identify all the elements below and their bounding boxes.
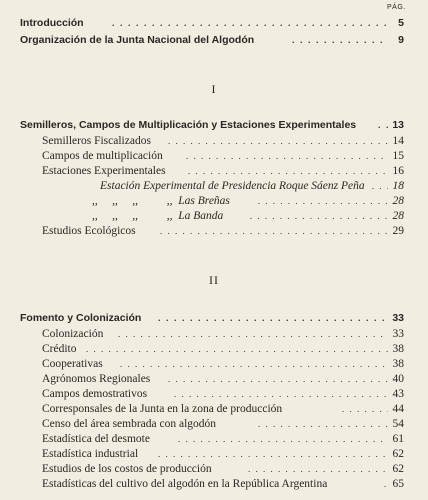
toc-entry-censo: [0, 417, 428, 431]
entry-title: Introducción: [20, 17, 84, 29]
toc-entry-las-brenas: [0, 194, 428, 208]
section-numeral-ii: II: [209, 273, 219, 287]
toc-entry-cooperativas: [0, 357, 428, 371]
entry-page: 16: [392, 165, 404, 177]
entry-title: Organización de la Junta Nacional del Algodón: [20, 34, 255, 46]
entry-title: Cooperativas: [42, 358, 103, 370]
entry-page: 9: [398, 34, 404, 46]
dot-leader: [158, 311, 388, 325]
toc-entry-campos-multiplicacion: [0, 149, 428, 163]
dot-leader: [120, 357, 388, 371]
toc-entry-estadisticas-cultivo: [0, 477, 428, 491]
dot-leader: [118, 327, 388, 341]
entry-page: 62: [392, 463, 404, 475]
entry-title: Corresponsales de la Junta en la zona de producción: [42, 403, 283, 415]
toc-entry-estudios-ecologicos: [0, 224, 428, 238]
dot-leader: [168, 372, 388, 386]
dot-leader: [258, 417, 388, 431]
toc-entry-campos-demostrativos: [0, 387, 428, 401]
dot-leader: [342, 402, 388, 416]
dot-leader: [160, 224, 388, 238]
toc-entry-costos-produccion: [0, 462, 428, 476]
dot-leader: [372, 179, 388, 193]
entry-title: ,, ,, ,, ,, Las Breñas: [92, 195, 230, 207]
entry-page: 5: [398, 17, 404, 29]
section-numeral-i: I: [211, 82, 217, 96]
entry-page: 38: [392, 343, 404, 355]
toc-entry-semilleros-campos: [0, 118, 428, 132]
entry-page: 33: [392, 312, 404, 324]
entry-page: 44: [392, 403, 404, 415]
entry-page: 15: [392, 150, 404, 162]
entry-title: Crédito: [42, 343, 77, 355]
entry-page: 33: [392, 328, 404, 340]
entry-page: 28: [392, 210, 404, 222]
entry-title: Censo del área sembrada con algodón: [42, 418, 217, 430]
entry-title: Fomento y Colonización: [20, 312, 142, 324]
entry-title: Estadísticas del cultivo del algodón en la República Argentina: [42, 478, 328, 490]
toc-entry-estadistica-desmote: [0, 432, 428, 446]
dot-leader: [188, 164, 388, 178]
entry-title: Agrónomos Regionales: [42, 373, 151, 385]
entry-page: 14: [392, 135, 404, 147]
entry-page: 13: [392, 119, 404, 131]
toc-entry-agronomos: [0, 372, 428, 386]
entry-title: Estudios de los costos de producción: [42, 463, 212, 475]
entry-page: 29: [392, 225, 404, 237]
entry-title: Estación Experimental de Presidencia Roque Sáenz Peña: [100, 180, 365, 192]
entry-title: Campos de multiplicación: [42, 150, 163, 162]
dot-leader: [186, 149, 388, 163]
entry-page: 28: [392, 195, 404, 207]
entry-title: Estaciones Experimentales: [42, 165, 166, 177]
entry-page: 38: [392, 358, 404, 370]
toc-entry-semilleros-fiscalizados: [0, 134, 428, 148]
dot-leader: [250, 209, 388, 223]
entry-title: Campos demostrativos: [42, 388, 148, 400]
dot-leader: [292, 33, 388, 47]
entry-title: Estudios Ecológicos: [42, 225, 136, 237]
entry-title: Estadística del desmote: [42, 433, 150, 445]
entry-title: ,, ,, ,, ,, La Banda: [92, 210, 224, 222]
entry-title: Colonización: [42, 328, 104, 340]
dot-leader: [168, 134, 388, 148]
dot-leader: [158, 447, 388, 461]
dot-leader: [248, 462, 388, 476]
entry-page: 43: [392, 388, 404, 400]
toc-entry-la-banda: [0, 209, 428, 223]
dot-leader: [378, 118, 388, 132]
entry-page: 54: [392, 418, 404, 430]
dot-leader: [86, 342, 388, 356]
entry-title: Semilleros, Campos de Multiplicación y Estaciones Experimentales: [20, 119, 357, 131]
entry-page: 61: [392, 433, 404, 445]
dot-leader: [384, 477, 388, 491]
entry-page: 40: [392, 373, 404, 385]
toc-entry-estaciones-experimentales: [0, 164, 428, 178]
entry-page: 65: [392, 478, 404, 490]
entry-page: 18: [392, 180, 404, 192]
toc-entry-credito: [0, 342, 428, 356]
toc-entry-estadistica-industrial: [0, 447, 428, 461]
dot-leader: [174, 387, 388, 401]
toc-entry-organizacion: [0, 33, 428, 47]
dot-leader: [112, 16, 388, 30]
entry-title: Semilleros Fiscalizados: [42, 135, 151, 147]
dot-leader: [258, 194, 388, 208]
entry-page: 62: [392, 448, 404, 460]
dot-leader: [178, 432, 388, 446]
toc-entry-corresponsales: [0, 402, 428, 416]
entry-title: Estadística industrial: [42, 448, 139, 460]
toc-entry-introduccion: [0, 16, 428, 30]
toc-entry-estacion-saenz-pena: [0, 179, 428, 193]
toc-entry-colonizacion: [0, 327, 428, 341]
page-column-label: PÁG.: [387, 4, 406, 11]
toc-entry-fomento: [0, 311, 428, 325]
